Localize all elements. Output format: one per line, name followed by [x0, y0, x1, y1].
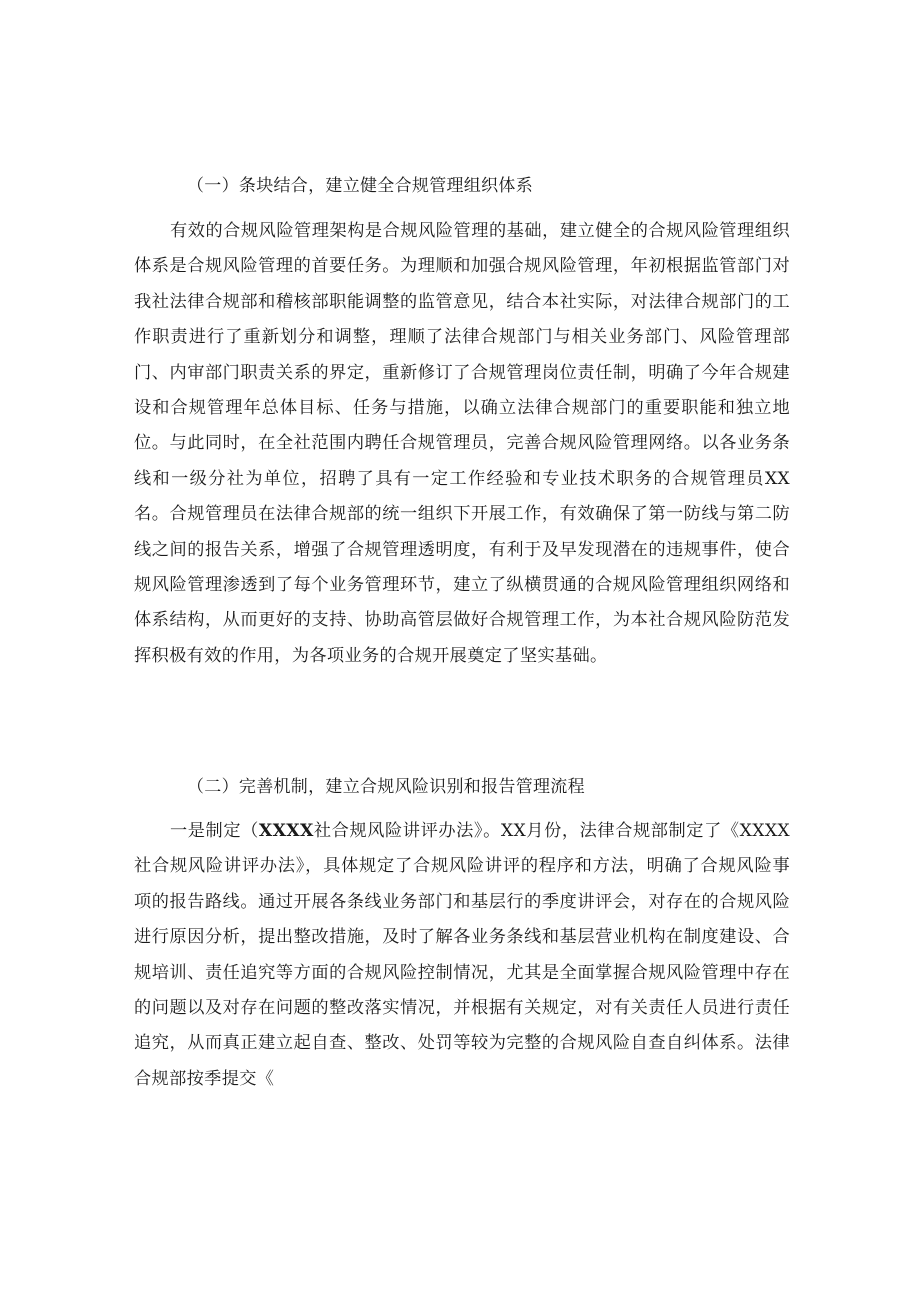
paragraph-bold-text: XXXX [258, 821, 314, 841]
section-paragraph-1: 有效的合规风险管理架构是合规风险管理的基础，建立健全的合规风险管理组织体系是合规风险管理的首要任务。为理顺和加强合规风险管理，年初根据监管部门对我社法律合规部和稽核部职能调整的监管意见，结合本社实际，对法律合规部门的工作职责进行了重新划分和调整，理顺了法律合规部门与相关业务部门、风险管理部门、内审部门职责关系的界定，重新修订了合规管理岗位责任制，明确了今年合规建设和合规管理年总体目标、任务与措施，以确立法律合规部门的重要职能和独立地位。与此同时，在全社范围内聘任合规管理员，完善合规风险管理网络。以各业务条线和一级分社为单位，招聘了具有一定工作经验和专业技术职务的合规管理员XX名。合规管理员在法律合规部的统一组织下开展工作，有效确保了第一防线与第二防线之间的报告关系，增强了合规管理透明度，有利于及早发现潜在的违规事件，使合规风险管理渗透到了每个业务管理环节，建立了纵横贯通的合规风险管理组织网络和体系结构，从而更好的支持、协助高管层做好合规管理工作，为本社合规风险防范发挥积极有效的作用，为各项业务的合规开展奠定了坚实基础。 [134, 221, 790, 666]
section-paragraph-2 [134, 814, 790, 1097]
section-heading-1: （一）条块结合，建立健全合规管理组织体系 [187, 176, 533, 196]
section-heading-2: （二）完善机制，建立合规风险识别和报告管理流程 [187, 777, 585, 797]
paragraph-rest-text: 社合规风险讲评办法》。XX月份，法律合规部制定了《XXXX社合规风险讲评办法》，具体规定了合规风险讲评的程序和方法，明确了合规风险事项的报告路线。通过开展各条线业务部门和基层行的季度讲评会，对存在的合规风险进行原因分析，提出整改措施，及时了解各业务条线和基层营业机构在制度建设、合规培训、责任追究等方面的合规风险控制情况，尤其是全面掌握合规风险管理中存在的问题以及对存在问题的整改落实情况，并根据有关规定，对有关责任人员进行责任追究，从而真正建立起自查、整改、处罚等较为完整的合规风险自查自纠体系。法律合规部按季提交《 [134, 821, 790, 1089]
paragraph-lead-text: 一是制定（ [170, 821, 259, 841]
